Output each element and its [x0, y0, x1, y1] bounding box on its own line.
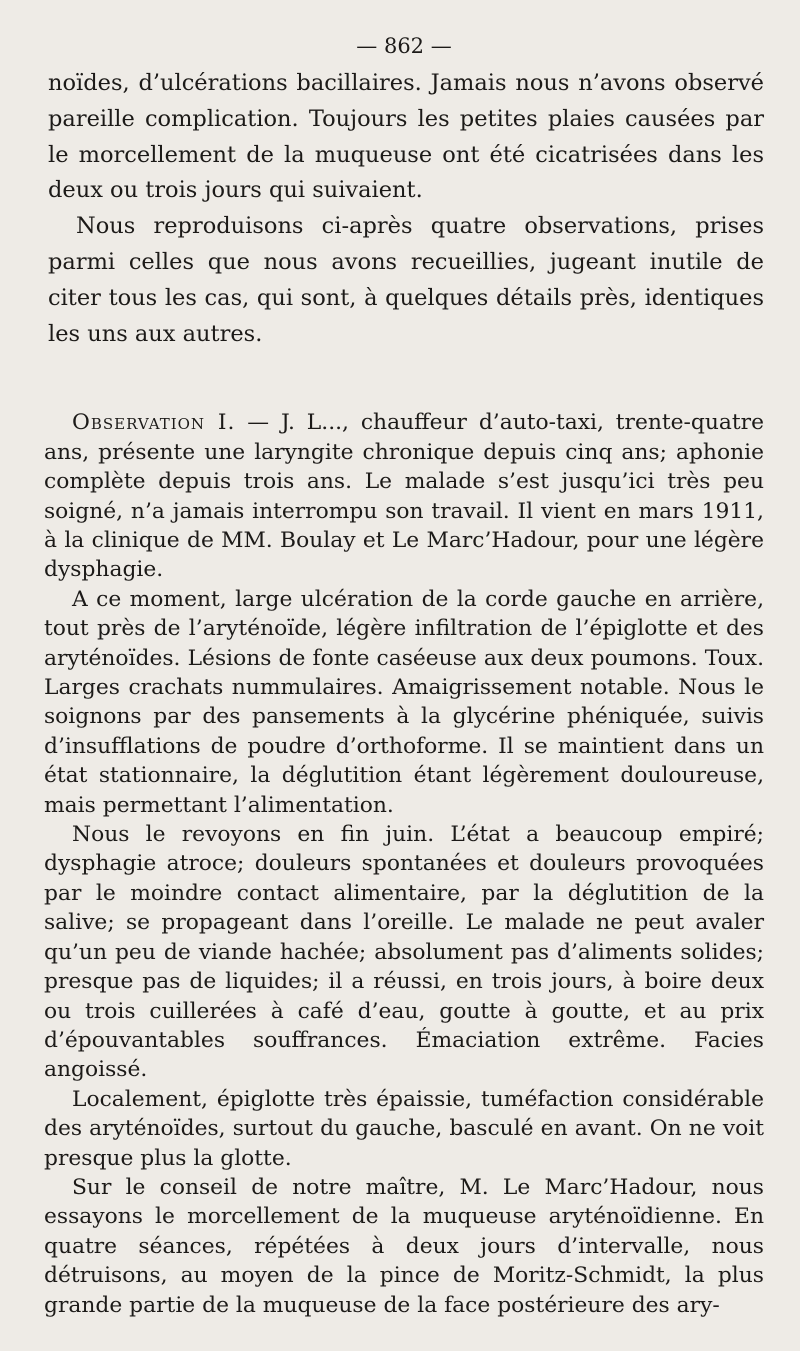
intro-text-block [44, 66, 764, 352]
paragraph: Nous reproduisons ci-après quatre observations, prises parmi celles que nous avons recueillies, jugeant inutile de citer tous les cas, qui sont, à quelques détails près, identiques les uns aux autres. [48, 213, 764, 347]
paragraph: Localement, épiglotte très épaissie, tuméfaction considérable des aryténoïdes, surtout du gauche, basculé en avant. On ne voit presque plus la glotte. [44, 1086, 764, 1171]
paragraph: Sur le conseil de notre maître, M. Le Marc’Hadour, nous essayons le morcellement de la muqueuse aryténoïdienne. En quatre séances, répétées à deux jours d’intervalle, nous détruisons, au moyen de la pince de Moritz-Schmidt, la plus grande partie de la muqueuse de la face postérieure des ary- [44, 1174, 764, 1318]
observation-first-paragraph [44, 408, 764, 584]
paragraph: A ce moment, large ulcération de la corde gauche en arrière, tout près de l’aryténoïde, légère infiltration de l’épiglotte et des aryténoïdes. Lésions de fonte caséeuse aux deux poumons. Toux. Larges crachats nummulaires. Amaigrissement notable. Nous le soignons par des pansements à la glycérine phéniquée, suivis d’insufflations de poudre d’orthoforme. Il se maintient dans un état stationnaire, la déglutition étant légèrement douloureuse, mais permettant l’alimentation. [44, 586, 764, 818]
page-number: — 862 — [356, 34, 452, 58]
paragraph: noïdes, d’ulcérations bacillaires. Jamais nous n’avons observé pareille complication. Toujours les petites plaies causées par le morcellement de la muqueuse ont été cicatrisées dans les deux ou trois jours qui suivaient. [48, 70, 764, 204]
section-separator [44, 352, 764, 408]
observation-first-paragraph-text: — J. L..., chauffeur d’auto-taxi, trente-quatre ans, présente une laryngite chronique depuis cinq ans; aphonie complète depuis trois ans. Le malade s’est jusqu’ici très peu soigné, n’a jamais interrompu son travail. Il vient en mars 1911, à la clinique de MM. Boulay et Le Marc’Hadour, pour une légère dysphagie. [44, 410, 764, 583]
observation-heading: Observation I. [72, 410, 236, 436]
paragraph: Nous le revoyons en fin juin. L’état a beaucoup empiré; dysphagie atroce; douleurs spontanées et douleurs provoquées par le moindre contact alimentaire, par la déglutition de la salive; se propageant dans l’oreille. Le malade ne peut avaler qu’un peu de viande hachée; absolument pas d’aliments solides; presque pas de liquides; il a réussi, en trois jours, à boire deux ou trois cuillerées à café d’eau, goutte à goutte, et au prix d’épouvantables souffrances. Émaciation extrême. Facies angoissé. [44, 822, 764, 1083]
observation-section [44, 408, 764, 1320]
